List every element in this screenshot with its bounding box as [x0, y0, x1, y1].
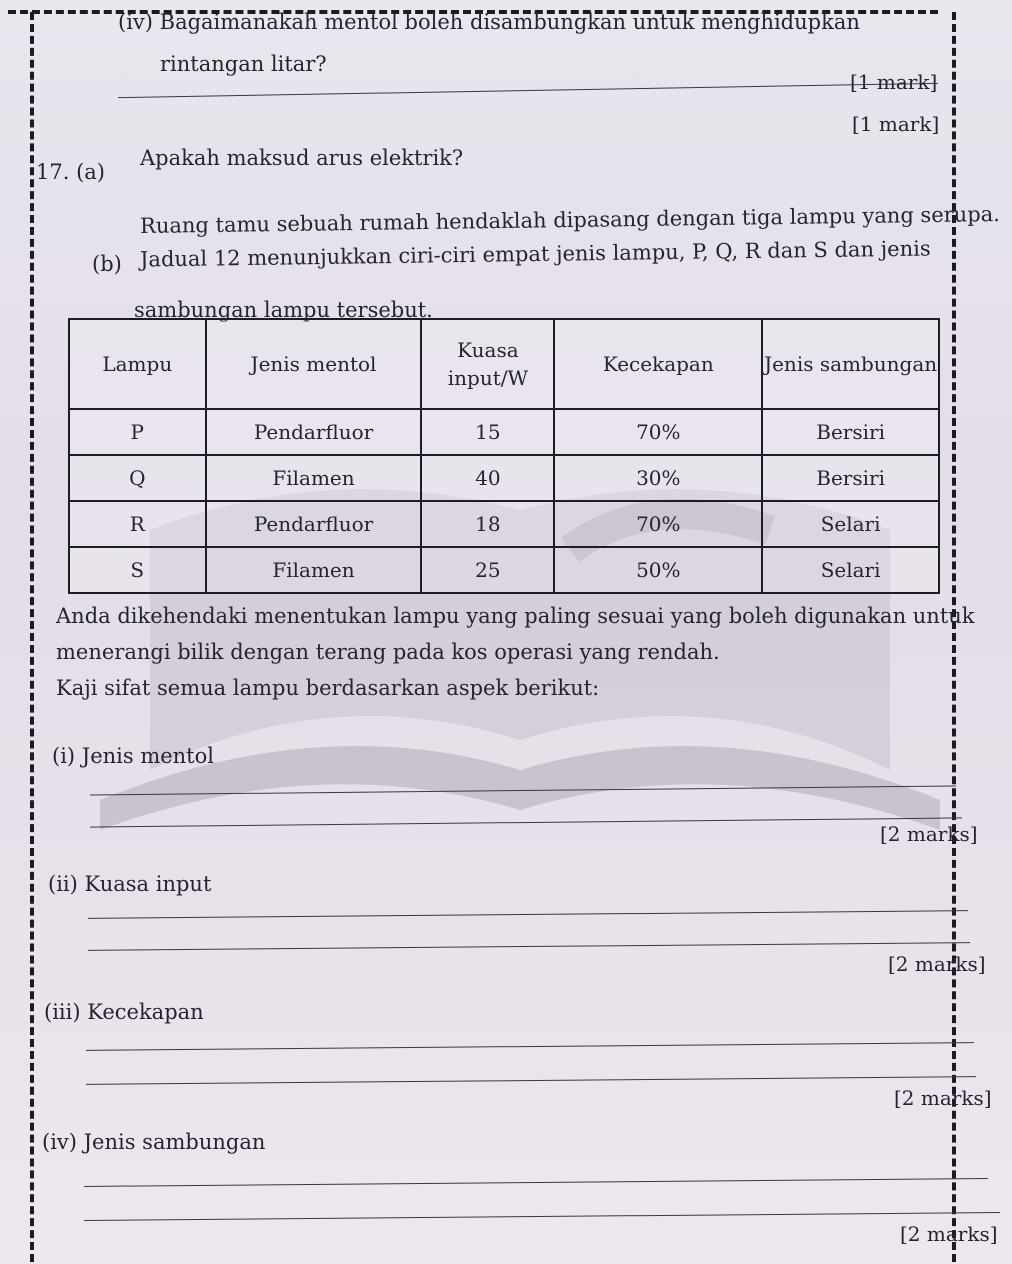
answer-line: [84, 1178, 988, 1187]
table-cell: Filamen: [206, 547, 422, 593]
answer-line: [86, 1042, 974, 1051]
lamp-characteristics-table: [68, 318, 940, 594]
previous-question-line1: (iv) Bagaimanakah mentol boleh disambungkan untuk menghidupkan: [118, 10, 860, 34]
aspect-label: (ii) Kuasa input: [48, 872, 212, 896]
table-cell: R: [69, 501, 206, 547]
question-17b-label: (b): [92, 252, 122, 276]
mark-label: [2 marks]: [880, 822, 978, 846]
aspect-label: (i) Jenis mentol: [52, 744, 214, 768]
mark-label: [2 marks]: [894, 1086, 992, 1110]
instruction-line3: Kaji sifat semua lampu berdasarkan aspek berikut:: [56, 676, 600, 700]
table-header: Jenis sambungan: [762, 319, 939, 409]
table-header-row: [69, 319, 939, 409]
mark-label: [2 marks]: [900, 1222, 998, 1246]
answer-line: [86, 1076, 976, 1085]
table-cell: Bersiri: [762, 409, 939, 455]
answer-line: [118, 83, 938, 98]
table-cell: S: [69, 547, 206, 593]
aspect-label: (iv) Jenis sambungan: [42, 1130, 266, 1154]
table-cell: 30%: [554, 455, 762, 501]
answer-line: [88, 910, 968, 919]
mark-label: [2 marks]: [888, 952, 986, 976]
table-header: Lampu: [69, 319, 206, 409]
table-cell: Q: [69, 455, 206, 501]
table-row: [69, 547, 939, 593]
answer-line: [84, 1212, 1000, 1221]
table-cell: 25: [421, 547, 554, 593]
question-17b-line2: Jadual 12 menunjukkan ciri-ciri empat jenis lampu, P, Q, R dan S dan jenis: [139, 236, 931, 272]
dashed-border-left: [30, 12, 34, 1262]
instruction-line1: Anda dikehendaki menentukan lampu yang paling sesuai yang boleh digunakan untuk: [56, 604, 975, 628]
mark-label: [1 mark]: [850, 70, 938, 94]
instruction-line2: menerangi bilik dengan terang pada kos operasi yang rendah.: [56, 640, 720, 664]
table-cell: Pendarfluor: [206, 409, 422, 455]
answer-line: [90, 785, 956, 795]
table-cell: 15: [421, 409, 554, 455]
table-cell: 50%: [554, 547, 762, 593]
table-cell: 40: [421, 455, 554, 501]
answer-line: [90, 817, 962, 827]
question-17a-label: 17. (a): [36, 160, 105, 184]
question-17b-line1: Ruang tamu sebuah rumah hendaklah dipasang dengan tiga lampu yang serupa.: [139, 201, 1001, 239]
answer-line: [88, 942, 970, 951]
table-cell: Filamen: [206, 455, 422, 501]
table-cell: P: [69, 409, 206, 455]
dashed-border-right: [952, 12, 956, 1262]
aspect-label: (iii) Kecekapan: [44, 1000, 204, 1024]
table-header: Kecekapan: [554, 319, 762, 409]
table-cell: Selari: [762, 501, 939, 547]
table-row: [69, 409, 939, 455]
table-row: [69, 501, 939, 547]
table-cell: 70%: [554, 501, 762, 547]
table-row: [69, 455, 939, 501]
previous-question-line2: rintangan litar?: [160, 52, 327, 76]
question-17b-line3: sambungan lampu tersebut.: [134, 298, 433, 322]
table-cell: 18: [421, 501, 554, 547]
table-cell: Pendarfluor: [206, 501, 422, 547]
table-cell: 70%: [554, 409, 762, 455]
table-cell: Bersiri: [762, 455, 939, 501]
table-header: Kuasa input/W: [421, 319, 554, 409]
table-header: Jenis mentol: [206, 319, 422, 409]
question-17a-text: Apakah maksud arus elektrik?: [140, 146, 464, 170]
mark-label: [1 mark]: [852, 112, 940, 136]
table-cell: Selari: [762, 547, 939, 593]
